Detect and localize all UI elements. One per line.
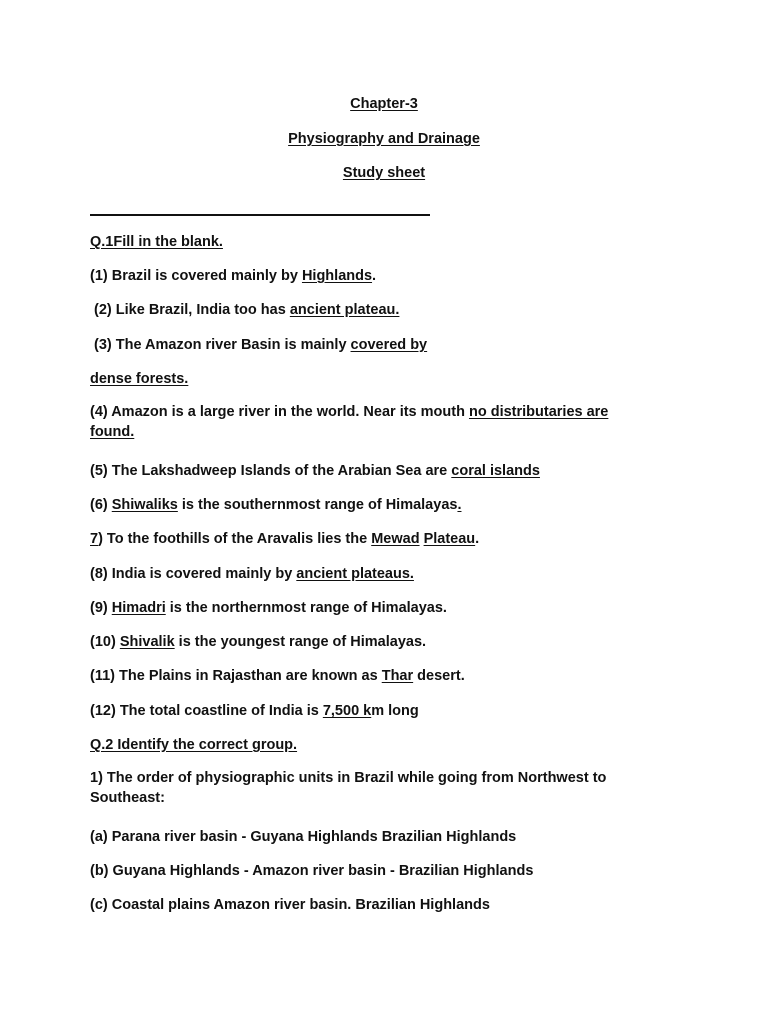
- q2-heading: Q.2 Identify the correct group.: [90, 737, 298, 753]
- page-title: Physiography and Drainage: [288, 131, 480, 147]
- q1-item-8: (8) India is covered mainly by ancient plateaus.: [90, 566, 414, 582]
- horizontal-rule: [90, 214, 430, 216]
- q2-option-a: (a) Parana river basin - Guyana Highlands Brazilian Highlands: [90, 829, 517, 845]
- page-subtitle: Study sheet: [342, 165, 426, 181]
- q1-item-10: (10) Shivalik is the youngest range of Himalayas.: [90, 634, 427, 650]
- q1-heading: Q.1Fill in the blank.: [90, 234, 223, 250]
- q1-item-2: (2) Like Brazil, India too has ancient plateau.: [90, 302, 400, 318]
- q1-item-11: (11) The Plains in Rajasthan are known as Thar desert.: [90, 668, 465, 684]
- q1-item-9: (9) Himadri is the northernmost range of Himalayas.: [90, 600, 447, 616]
- q1-item-6: (6) Shiwaliks is the southernmost range of Himalayas.: [90, 497, 462, 513]
- q1-item-4: (4) Amazon is a large river in the world. Near its mouth no distributaries are found.: [90, 404, 609, 440]
- q2-option-b: (b) Guyana Highlands - Amazon river basin - Brazilian Highlands: [90, 863, 534, 879]
- q2-question-1: 1) The order of physiographic units in Brazil while going from Northwest to Southeast:: [90, 770, 607, 806]
- q1-item-1: (1) Brazil is covered mainly by Highlands.: [90, 268, 377, 284]
- q1-item-5: (5) The Lakshadweep Islands of the Arabian Sea are coral islands: [90, 463, 540, 479]
- q2-option-c: (c) Coastal plains Amazon river basin. Brazilian Highlands: [90, 897, 490, 913]
- q1-item-12: (12) The total coastline of India is 7,500 km long: [90, 703, 419, 719]
- chapter-label: Chapter-3: [350, 96, 418, 112]
- q1-item-3-continued: dense forests.: [90, 371, 189, 387]
- q1-item-7: 7) To the foothills of the Aravalis lies the Mewad Plateau.: [90, 531, 480, 547]
- q1-item-3: (3) The Amazon river Basin is mainly covered by: [90, 337, 428, 353]
